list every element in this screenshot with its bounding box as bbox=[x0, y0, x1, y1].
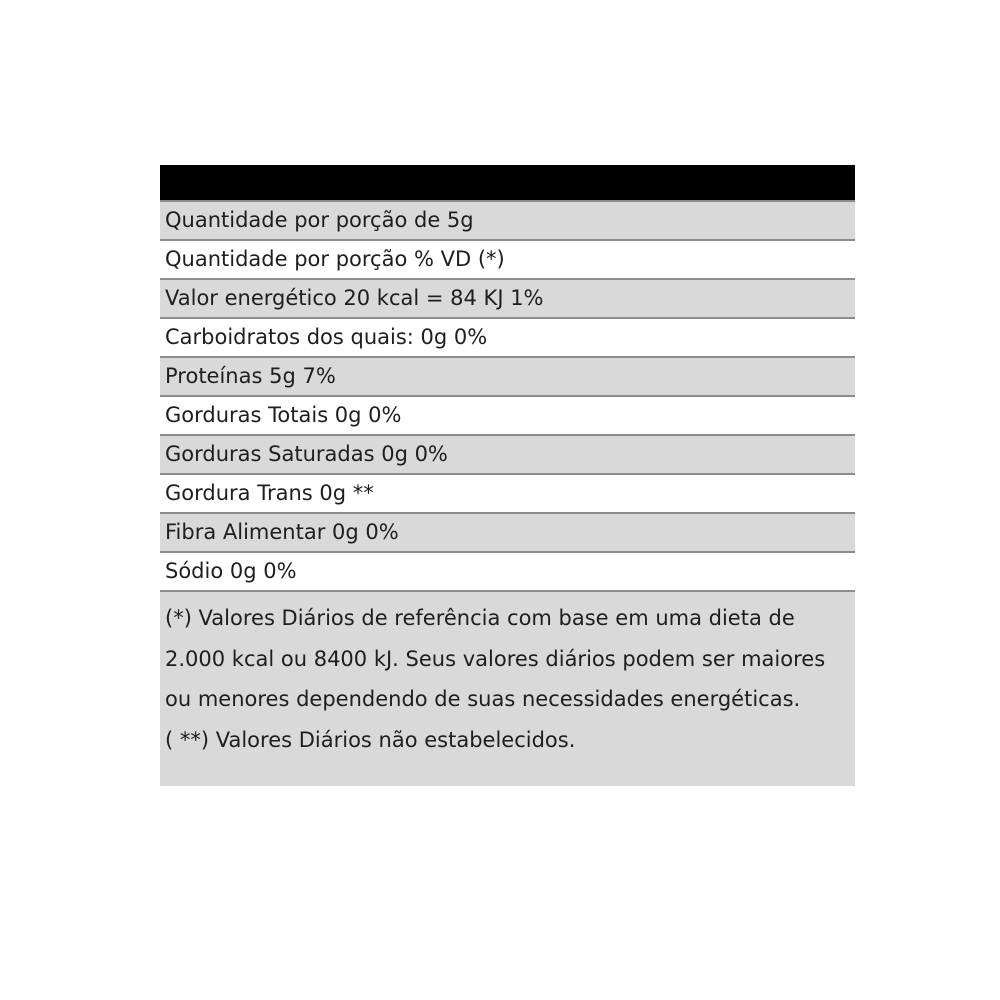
table-row: Sódio 0g 0% bbox=[160, 551, 855, 590]
footnote bbox=[160, 590, 855, 786]
nutrition-table bbox=[160, 165, 855, 786]
table-row: Gordura Trans 0g ** bbox=[160, 473, 855, 512]
table-row: Valor energético 20 kcal = 84 KJ 1% bbox=[160, 278, 855, 317]
table-row: Gorduras Saturadas 0g 0% bbox=[160, 434, 855, 473]
table-row: Carboidratos dos quais: 0g 0% bbox=[160, 317, 855, 356]
table-header-bar bbox=[160, 165, 855, 200]
table-row: Fibra Alimentar 0g 0% bbox=[160, 512, 855, 551]
table-row: Quantidade por porção % VD (*) bbox=[160, 239, 855, 278]
table-row: Proteínas 5g 7% bbox=[160, 356, 855, 395]
table-row: Gorduras Totais 0g 0% bbox=[160, 395, 855, 434]
footnote-not-established: ( **) Valores Diários não estabelecidos. bbox=[165, 727, 576, 752]
footnote-reference: (*) Valores Diários de referência com base em uma dieta de 2.000 kcal ou 8400 kJ. Seus valores diários podem ser maiores ou menores dependendo de suas necessidades energéticas. bbox=[165, 606, 826, 711]
table-row: Quantidade por porção de 5g bbox=[160, 200, 855, 239]
